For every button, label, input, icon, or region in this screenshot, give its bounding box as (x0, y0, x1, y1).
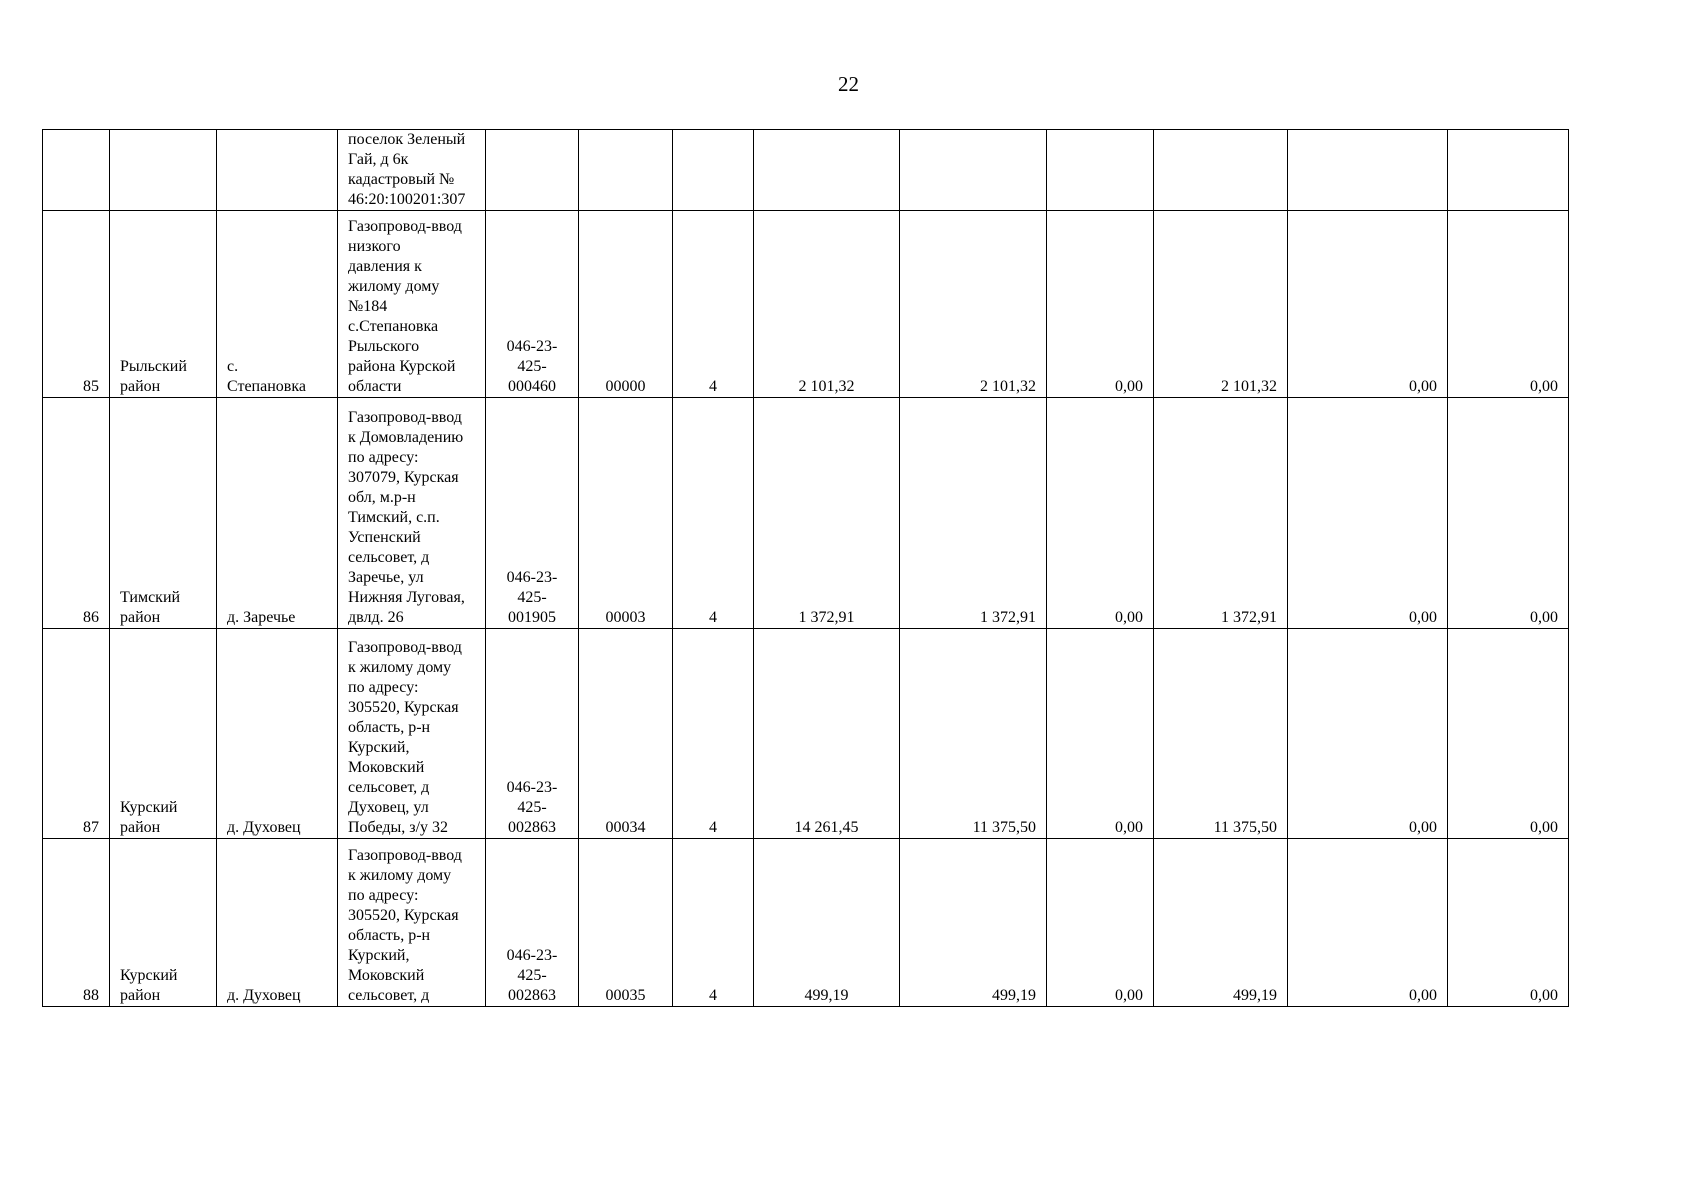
value-cell: 0,00 (1448, 211, 1569, 398)
category-cell: 4 (673, 398, 754, 629)
category-cell: 4 (673, 211, 754, 398)
value-cell (754, 130, 900, 211)
sub-code-cell: 00003 (579, 398, 673, 629)
value-cell: 0,00 (1047, 839, 1154, 1007)
value-cell: 0,00 (1448, 629, 1569, 839)
value-cell (1448, 130, 1569, 211)
row-number: 88 (43, 839, 110, 1007)
object-cell: поселок Зеленый Гай, д 6к кадастровый № 46:20:100201:307 (338, 130, 486, 211)
value-cell: 11 375,50 (1154, 629, 1288, 839)
value-cell: 14 261,45 (754, 629, 900, 839)
value-cell: 0,00 (1288, 211, 1448, 398)
value-cell: 499,19 (754, 839, 900, 1007)
sub-code-cell: 00034 (579, 629, 673, 839)
table-row (43, 211, 1569, 398)
code-cell: 046-23- 425- 002863 (486, 839, 579, 1007)
data-table (42, 129, 1569, 1007)
value-cell (1288, 130, 1448, 211)
value-cell: 0,00 (1288, 398, 1448, 629)
category-cell: 4 (673, 839, 754, 1007)
settlement-cell: д. Духовец (217, 839, 338, 1007)
value-cell: 1 372,91 (900, 398, 1047, 629)
settlement-cell: д. Заречье (217, 398, 338, 629)
object-cell: Газопровод-ввод низкого давления к жилому дому №184 с.Степановка Рыльского района Курской области (338, 211, 486, 398)
category-cell: 4 (673, 629, 754, 839)
value-cell: 499,19 (900, 839, 1047, 1007)
value-cell: 0,00 (1047, 398, 1154, 629)
code-cell: 046-23- 425- 000460 (486, 211, 579, 398)
value-cell: 0,00 (1288, 839, 1448, 1007)
district-cell: Тимский район (110, 398, 217, 629)
object-cell: Газопровод-ввод к жилому дому по адресу: 305520, Курская область, р-н Курский, Моковский сельсовет, д (338, 839, 486, 1007)
object-cell: Газопровод-ввод к Домовладению по адресу: 307079, Курская обл, м.р-н Тимский, с.п. Успенский сельсовет, д Заречье, ул Нижняя Луговая, двлд. 26 (338, 398, 486, 629)
row-number: 87 (43, 629, 110, 839)
sub-code-cell (579, 130, 673, 211)
row-number: 85 (43, 211, 110, 398)
value-cell: 11 375,50 (900, 629, 1047, 839)
value-cell: 2 101,32 (754, 211, 900, 398)
settlement-cell: с. Степановка (217, 211, 338, 398)
value-cell: 2 101,32 (900, 211, 1047, 398)
district-cell: Рыльский район (110, 211, 217, 398)
table-row (43, 130, 1569, 211)
value-cell: 0,00 (1047, 211, 1154, 398)
code-cell: 046-23- 425- 002863 (486, 629, 579, 839)
value-cell: 499,19 (1154, 839, 1288, 1007)
district-cell: Курский район (110, 629, 217, 839)
value-cell (1047, 130, 1154, 211)
object-cell: Газопровод-ввод к жилому дому по адресу: 305520, Курская область, р-н Курский, Моковский сельсовет, д Духовец, ул Победы, з/у 32 (338, 629, 486, 839)
district-cell (110, 130, 217, 211)
value-cell: 2 101,32 (1154, 211, 1288, 398)
value-cell: 0,00 (1288, 629, 1448, 839)
value-cell (1154, 130, 1288, 211)
value-cell: 0,00 (1047, 629, 1154, 839)
code-cell (486, 130, 579, 211)
value-cell: 0,00 (1448, 839, 1569, 1007)
value-cell: 1 372,91 (1154, 398, 1288, 629)
row-number: 86 (43, 398, 110, 629)
sub-code-cell: 00000 (579, 211, 673, 398)
table-row (43, 839, 1569, 1007)
table-row (43, 629, 1569, 839)
value-cell: 1 372,91 (754, 398, 900, 629)
code-cell: 046-23- 425- 001905 (486, 398, 579, 629)
page-number: 22 (838, 72, 859, 96)
category-cell (673, 130, 754, 211)
value-cell (900, 130, 1047, 211)
district-cell: Курский район (110, 839, 217, 1007)
table-row (43, 398, 1569, 629)
value-cell: 0,00 (1448, 398, 1569, 629)
settlement-cell (217, 130, 338, 211)
sub-code-cell: 00035 (579, 839, 673, 1007)
settlement-cell: д. Духовец (217, 629, 338, 839)
row-number (43, 130, 110, 211)
